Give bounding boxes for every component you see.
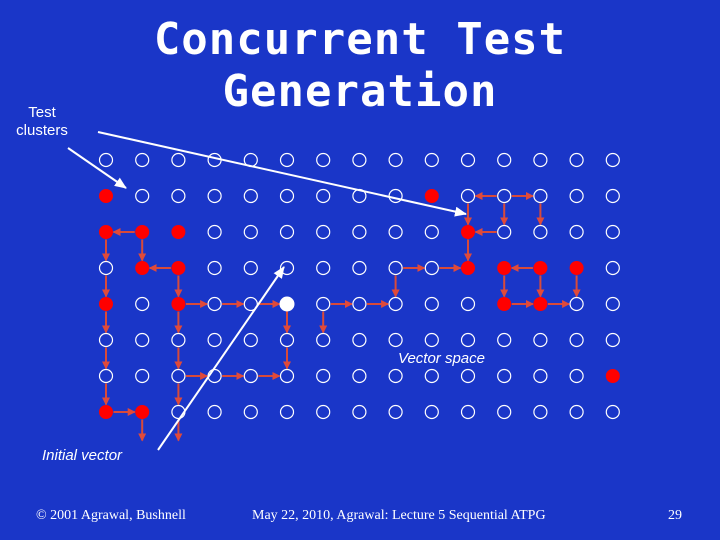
grid-node	[425, 406, 438, 419]
grid-node	[353, 298, 366, 311]
cluster-node	[498, 298, 511, 311]
grid-node	[389, 298, 402, 311]
grid-node	[462, 190, 475, 203]
grid-node	[389, 154, 402, 167]
grid-node	[606, 262, 619, 275]
grid-node	[100, 370, 113, 383]
grid-node	[281, 370, 294, 383]
grid-node	[606, 406, 619, 419]
grid-node	[570, 406, 583, 419]
cluster-node	[172, 298, 185, 311]
grid-node	[281, 190, 294, 203]
pointer-line	[98, 132, 466, 214]
grid-node	[570, 298, 583, 311]
grid-node	[498, 190, 511, 203]
footer-copyright: © 2001 Agrawal, Bushnell	[36, 508, 186, 523]
grid-node	[136, 370, 149, 383]
grid-node	[244, 190, 257, 203]
grid-node	[498, 370, 511, 383]
test-clusters-label-line-1: Test	[28, 104, 56, 121]
grid-node	[136, 334, 149, 347]
grid-node	[317, 370, 330, 383]
cluster-node	[425, 190, 438, 203]
grid-node	[389, 334, 402, 347]
grid-node	[100, 334, 113, 347]
grid-node	[389, 370, 402, 383]
grid-node	[244, 226, 257, 239]
grid-node	[570, 154, 583, 167]
grid-node	[570, 226, 583, 239]
grid-node	[498, 226, 511, 239]
cluster-node	[100, 190, 113, 203]
footer-page-number: 29	[668, 508, 682, 523]
grid-node	[281, 406, 294, 419]
grid-node	[534, 226, 547, 239]
grid-node	[425, 370, 438, 383]
grid-node	[606, 334, 619, 347]
grid-node	[534, 190, 547, 203]
grid-node	[317, 154, 330, 167]
grid-node	[136, 190, 149, 203]
grid-node	[498, 334, 511, 347]
grid-node	[281, 226, 294, 239]
grid-node	[172, 370, 185, 383]
grid-node	[462, 298, 475, 311]
grid-node	[570, 190, 583, 203]
grid-node	[100, 262, 113, 275]
grid-node	[353, 226, 366, 239]
grid-node	[353, 370, 366, 383]
grid-node	[462, 154, 475, 167]
grid-node	[100, 154, 113, 167]
grid-node	[281, 154, 294, 167]
initial-vector-label: Initial vector	[42, 447, 123, 464]
cluster-node	[100, 406, 113, 419]
cluster-node	[498, 262, 511, 275]
grid-node	[570, 334, 583, 347]
grid-node	[317, 334, 330, 347]
pointer-line	[68, 148, 126, 188]
grid-node	[136, 298, 149, 311]
grid-node	[353, 154, 366, 167]
grid-node	[606, 154, 619, 167]
grid-node	[570, 370, 583, 383]
grid-node	[498, 154, 511, 167]
grid-node	[208, 262, 221, 275]
grid-node	[244, 262, 257, 275]
grid-node	[389, 262, 402, 275]
grid-node	[353, 334, 366, 347]
grid-node	[353, 406, 366, 419]
grid-node	[425, 262, 438, 275]
grid-node	[208, 190, 221, 203]
cluster-node	[172, 226, 185, 239]
footer-lecture-info: May 22, 2010, Agrawal: Lecture 5 Sequential ATPG	[252, 508, 546, 523]
grid-node	[462, 370, 475, 383]
grid-node	[208, 406, 221, 419]
grid-node	[606, 190, 619, 203]
grid-node	[208, 334, 221, 347]
grid-node	[425, 334, 438, 347]
cluster-node	[462, 226, 475, 239]
cluster-node	[172, 262, 185, 275]
cluster-node	[136, 226, 149, 239]
grid-node	[534, 406, 547, 419]
cluster-node	[534, 262, 547, 275]
cluster-node	[570, 262, 583, 275]
cluster-node	[606, 370, 619, 383]
cluster-node	[136, 262, 149, 275]
initial-vector-node	[280, 297, 294, 311]
grid-node	[425, 226, 438, 239]
grid-node	[534, 154, 547, 167]
grid-node	[534, 370, 547, 383]
grid-node	[606, 226, 619, 239]
grid-node	[317, 190, 330, 203]
grid-node	[462, 406, 475, 419]
cluster-node	[534, 298, 547, 311]
title-line-2: Generation	[222, 66, 498, 117]
cluster-node	[100, 298, 113, 311]
grid-node	[389, 406, 402, 419]
cluster-node	[100, 226, 113, 239]
grid-node	[136, 154, 149, 167]
grid-node	[534, 334, 547, 347]
grid-node	[389, 190, 402, 203]
grid-node	[244, 406, 257, 419]
cluster-node	[136, 406, 149, 419]
grid-node	[172, 190, 185, 203]
grid-node	[389, 226, 402, 239]
grid-node	[317, 262, 330, 275]
grid-node	[172, 154, 185, 167]
grid-node	[317, 298, 330, 311]
pointer-line	[158, 267, 284, 450]
grid-node	[425, 298, 438, 311]
grid-node	[498, 406, 511, 419]
grid-node	[208, 298, 221, 311]
grid-node	[281, 334, 294, 347]
grid-node	[244, 334, 257, 347]
vector-space-label: Vector space	[398, 350, 485, 367]
grid-node	[353, 262, 366, 275]
test-clusters-label-line-2: clusters	[16, 122, 68, 139]
grid-node	[172, 334, 185, 347]
pointer-lines	[68, 132, 466, 450]
title-line-1: Concurrent Test	[153, 14, 567, 65]
grid-node	[425, 154, 438, 167]
cluster-node	[462, 262, 475, 275]
grid-node	[244, 370, 257, 383]
grid-node	[606, 298, 619, 311]
grid-node	[317, 406, 330, 419]
grid-node	[462, 334, 475, 347]
grid-node	[317, 226, 330, 239]
grid-node	[208, 226, 221, 239]
